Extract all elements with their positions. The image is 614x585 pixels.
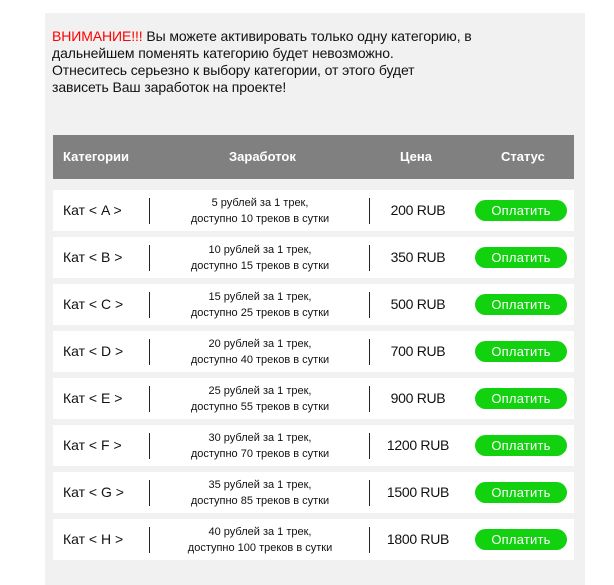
column-divider (149, 245, 150, 271)
category-name: Кат < B > (63, 249, 123, 265)
header-price: Цена (400, 149, 432, 164)
column-divider (369, 339, 370, 365)
category-name: Кат < F > (63, 437, 122, 453)
pay-button[interactable]: Оплатить (475, 435, 567, 456)
column-divider (369, 527, 370, 553)
price-value: 1200 RUB (386, 437, 450, 453)
warning-line-2: дальнейшем поменять категорию будет невозможно. (52, 45, 394, 61)
column-divider (369, 433, 370, 459)
column-divider (369, 386, 370, 412)
warning-alert: ВНИМАНИЕ!!! (52, 28, 143, 44)
warning-line-4: зависеть Ваш заработок на проекте! (52, 79, 287, 95)
column-divider (369, 480, 370, 506)
warning-line-3: Отнеситесь серьезно к выбору категории, от этого будет (52, 62, 415, 78)
column-divider (149, 480, 150, 506)
table-row (53, 237, 574, 278)
price-value: 1500 RUB (386, 484, 450, 500)
header-status: Статус (501, 149, 545, 164)
column-divider (149, 527, 150, 553)
earnings-limit: доступно 85 треков в сутки (190, 495, 330, 507)
pay-button[interactable]: Оплатить (475, 388, 567, 409)
column-divider (149, 433, 150, 459)
earnings-limit: доступно 40 треков в сутки (190, 354, 330, 366)
table-row (53, 472, 574, 513)
warning-text-1: Вы можете активировать только одну категорию, в (142, 28, 472, 44)
earnings-rate: 10 рублей за 1 трек, (208, 244, 312, 256)
table-header (53, 135, 574, 179)
pay-button[interactable]: Оплатить (475, 294, 567, 315)
earnings-limit: доступно 100 треков в сутки (187, 542, 333, 554)
earnings-cell (157, 336, 363, 368)
column-divider (369, 198, 370, 224)
category-name: Кат < H > (63, 531, 124, 547)
table-row (53, 284, 574, 325)
earnings-limit: доступно 25 треков в сутки (190, 307, 330, 319)
price-value: 900 RUB (390, 390, 446, 406)
category-name: Кат < D > (63, 343, 124, 359)
price-value: 1800 RUB (386, 531, 450, 547)
table-row (53, 519, 574, 560)
price-value: 200 RUB (390, 202, 446, 218)
table-row (53, 190, 574, 231)
earnings-cell (157, 477, 363, 509)
pay-button[interactable]: Оплатить (475, 529, 567, 550)
earnings-limit: доступно 10 треков в сутки (190, 213, 330, 225)
column-divider (149, 386, 150, 412)
pay-button[interactable]: Оплатить (475, 247, 567, 268)
pay-button[interactable]: Оплатить (475, 482, 567, 503)
price-value: 700 RUB (390, 343, 446, 359)
earnings-limit: доступно 55 треков в сутки (190, 401, 330, 413)
earnings-rate: 25 рублей за 1 трек, (208, 385, 312, 397)
earnings-rate: 35 рублей за 1 трек, (208, 479, 312, 491)
earnings-cell (157, 430, 363, 462)
earnings-cell (157, 383, 363, 415)
earnings-rate: 15 рублей за 1 трек, (208, 291, 312, 303)
earnings-limit: доступно 15 треков в сутки (190, 260, 330, 272)
warning-notice (52, 28, 582, 96)
earnings-cell (157, 195, 363, 227)
table-row (53, 425, 574, 466)
column-divider (149, 198, 150, 224)
price-value: 350 RUB (390, 249, 446, 265)
column-divider (369, 292, 370, 318)
category-name: Кат < A > (63, 202, 122, 218)
earnings-rate: 20 рублей за 1 трек, (208, 338, 312, 350)
earnings-cell (157, 524, 363, 556)
header-category: Категории (63, 149, 130, 164)
column-divider (369, 245, 370, 271)
earnings-rate: 30 рублей за 1 трек, (208, 432, 312, 444)
table-row (53, 378, 574, 419)
price-value: 500 RUB (390, 296, 446, 312)
table-row (53, 331, 574, 372)
earnings-rate: 40 рублей за 1 трек, (208, 526, 312, 538)
category-name: Кат < C > (63, 296, 124, 312)
earnings-cell (157, 242, 363, 274)
earnings-cell (157, 289, 363, 321)
earnings-rate: 5 рублей за 1 трек, (211, 197, 309, 209)
header-earnings: Заработок (229, 149, 296, 164)
pay-button[interactable]: Оплатить (475, 200, 567, 221)
warning-line-1 (52, 28, 582, 45)
pay-button[interactable]: Оплатить (475, 341, 567, 362)
column-divider (149, 339, 150, 365)
category-name: Кат < E > (63, 390, 123, 406)
earnings-limit: доступно 70 треков в сутки (190, 448, 330, 460)
category-name: Кат < G > (63, 484, 124, 500)
column-divider (149, 292, 150, 318)
